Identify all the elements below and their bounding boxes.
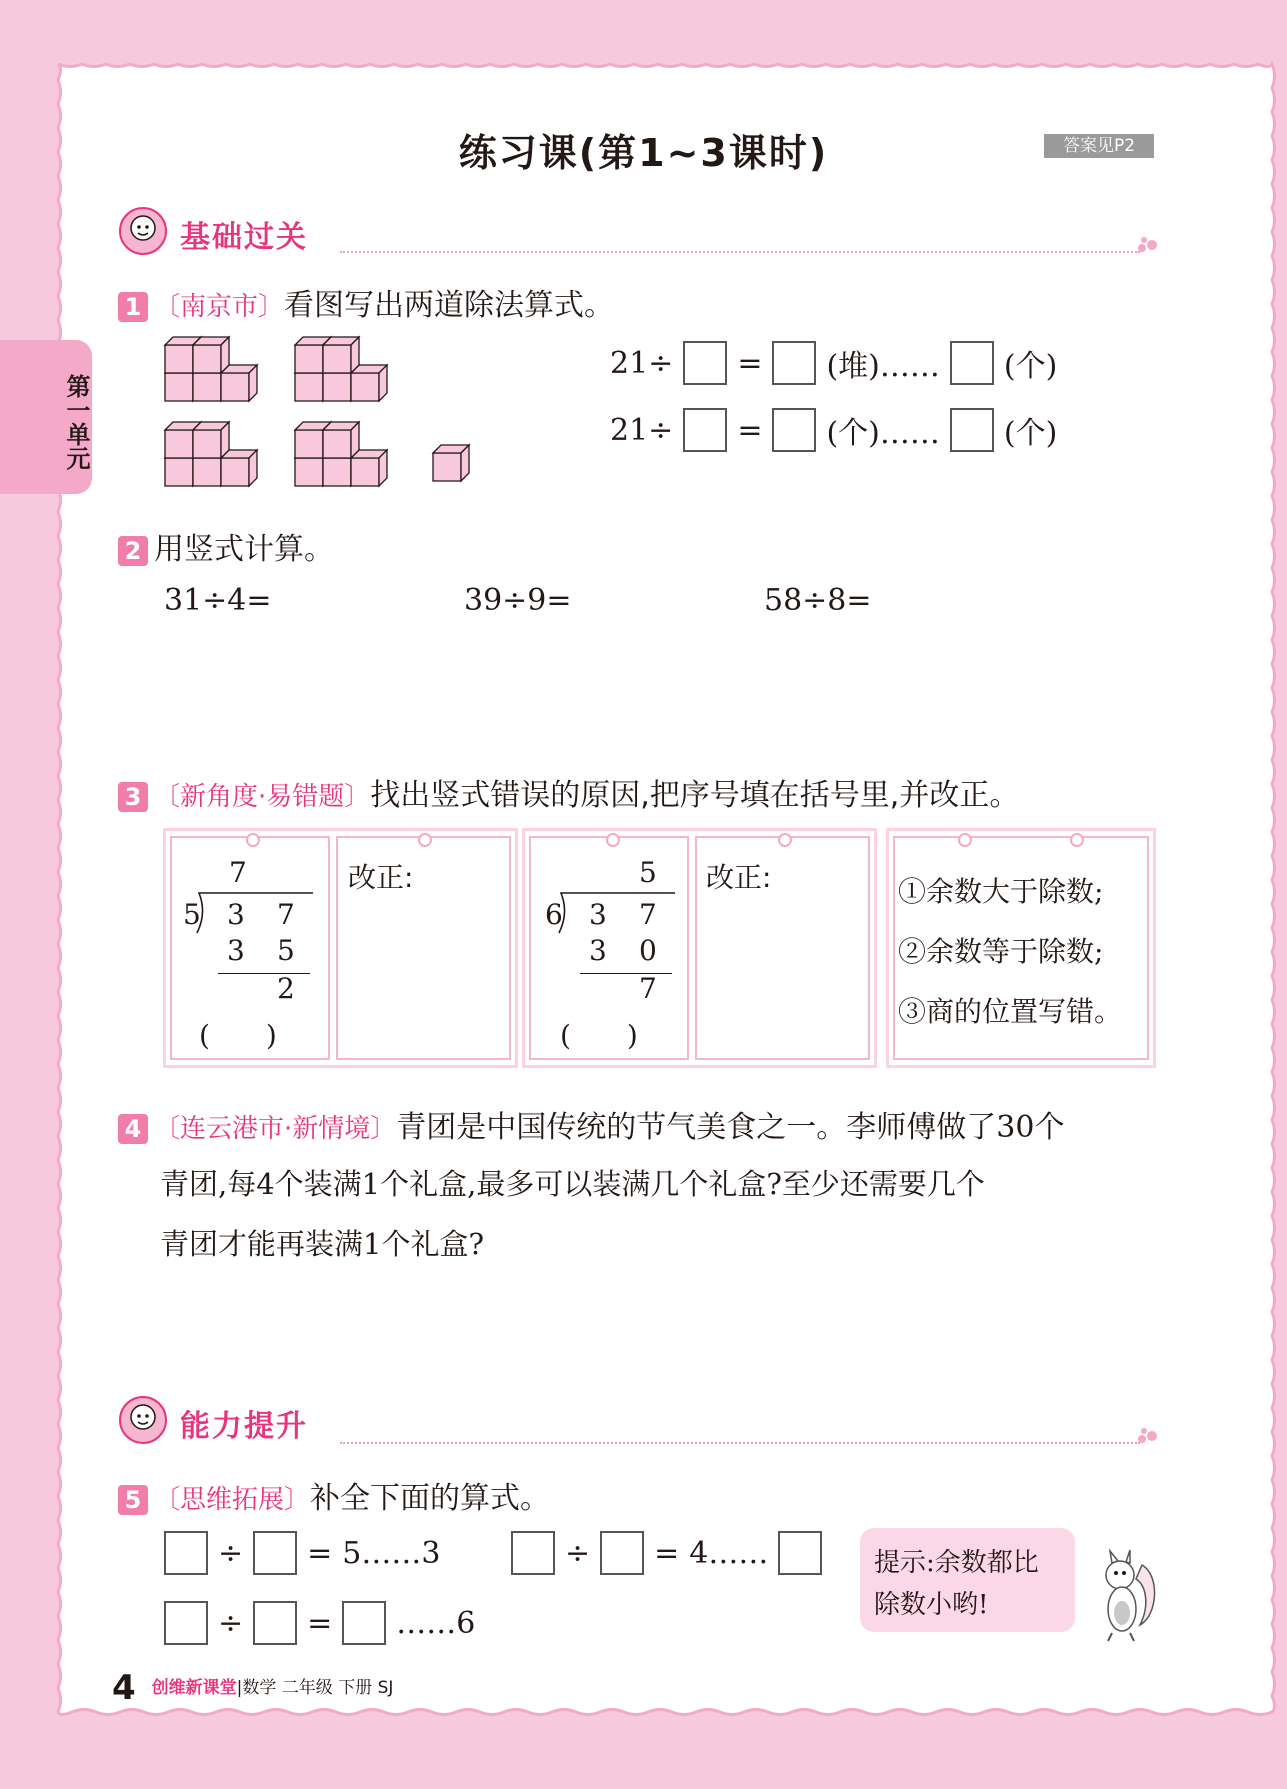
q5-equation-1 xyxy=(164,1531,440,1575)
product-digit: 5 xyxy=(277,934,295,967)
answer-box[interactable] xyxy=(600,1531,644,1575)
result-text: ……6 xyxy=(396,1605,476,1641)
answer-box[interactable] xyxy=(164,1601,208,1645)
question-tag: 〔连云港市·新情境〕 xyxy=(154,1114,397,1144)
section-header-basic xyxy=(118,206,348,256)
question-number: 4 xyxy=(118,1114,148,1144)
answer-reference-badge: 答案见P2 xyxy=(1044,134,1154,158)
question-text: 青团,每4个装满1个礼盒,最多可以装满几个礼盒?至少还需要几个 xyxy=(160,1167,985,1201)
question-number: 2 xyxy=(118,536,148,566)
answer-parentheses[interactable]: ( ) xyxy=(560,1019,638,1052)
dividend-digit: 3 xyxy=(589,898,607,931)
option-2: ②余数等于除数; xyxy=(898,935,1104,968)
quotient-digit: 5 xyxy=(639,856,657,889)
answer-box[interactable] xyxy=(778,1531,822,1575)
product-digit: 0 xyxy=(639,934,657,967)
section-title-advance: 能力提升 xyxy=(180,1409,308,1444)
brand-name: 创维新课堂 xyxy=(151,1678,237,1698)
answer-box[interactable] xyxy=(772,408,816,452)
dots-decoration-icon xyxy=(1134,236,1164,256)
hint-bubble xyxy=(860,1528,1075,1632)
question-text: 青团才能再装满1个礼盒? xyxy=(160,1227,484,1261)
answer-box[interactable] xyxy=(772,341,816,385)
cube xyxy=(351,450,387,486)
answer-box[interactable] xyxy=(164,1531,208,1575)
correction-label: 改正: xyxy=(348,861,414,894)
pin-icon xyxy=(1070,833,1084,847)
q2-item: 58÷8= xyxy=(764,583,872,618)
divisor-digit: 6 xyxy=(545,898,563,931)
remainder-digit: 7 xyxy=(639,972,657,1005)
page-number: 4 xyxy=(112,1668,136,1708)
answer-box[interactable] xyxy=(342,1601,386,1645)
pin-icon xyxy=(606,833,620,847)
unit-text: (个) xyxy=(1003,416,1058,451)
question-4 xyxy=(118,1102,1064,1146)
cube xyxy=(221,450,257,486)
dividend-digit: 3 xyxy=(227,898,245,931)
product-digit: 3 xyxy=(227,934,245,967)
question-number: 3 xyxy=(118,782,148,812)
hint-text: 提示:余数都比 xyxy=(874,1548,1039,1578)
question-text: 补全下面的算式。 xyxy=(310,1481,551,1516)
question-number: 5 xyxy=(118,1485,148,1515)
question-text: 看图写出两道除法算式。 xyxy=(284,288,615,323)
question-text: 用竖式计算。 xyxy=(154,532,334,567)
equals-sign: = xyxy=(307,1535,333,1571)
page-footer xyxy=(112,1668,393,1708)
cube xyxy=(323,422,359,458)
section-divider xyxy=(340,1442,1140,1444)
answer-box[interactable] xyxy=(253,1531,297,1575)
subtraction-line xyxy=(580,973,672,974)
divide-sign: ÷ xyxy=(218,1605,244,1641)
subtraction-line xyxy=(218,973,310,974)
cube xyxy=(323,337,359,373)
cube-groups-figure xyxy=(160,330,480,500)
product-digit: 3 xyxy=(589,934,607,967)
question-5 xyxy=(118,1473,550,1517)
q1-equation-1 xyxy=(610,341,1057,385)
question-text: 找出竖式错误的原因,把序号填在括号里,并改正。 xyxy=(370,778,1020,813)
pin-icon xyxy=(246,833,260,847)
answer-box[interactable] xyxy=(950,341,994,385)
question-tag: 〔思维拓展〕 xyxy=(154,1485,311,1515)
footer-info: |数学 二年级 下册 SJ xyxy=(236,1678,394,1698)
option-3: ③商的位置写错。 xyxy=(898,995,1123,1028)
answer-box[interactable] xyxy=(950,408,994,452)
answer-box[interactable] xyxy=(683,408,727,452)
remainder-digit: 2 xyxy=(277,972,295,1005)
mascot-icon xyxy=(118,1395,168,1445)
unit-side-tab xyxy=(0,340,92,494)
question-3 xyxy=(118,770,1019,814)
divide-sign: ÷ xyxy=(565,1535,591,1571)
dividend-digit: 7 xyxy=(639,898,657,931)
answer-box[interactable] xyxy=(511,1531,555,1575)
dividend-text: 21÷ xyxy=(610,412,674,448)
question-number: 1 xyxy=(118,292,148,322)
cube xyxy=(193,422,229,458)
question-1 xyxy=(118,280,614,324)
pin-icon xyxy=(418,833,432,847)
q2-item: 31÷4= xyxy=(164,583,272,618)
quotient-digit: 7 xyxy=(229,856,247,889)
section-title-basic: 基础过关 xyxy=(180,220,308,255)
q2-item: 39÷9= xyxy=(464,583,572,618)
dividend-digit: 7 xyxy=(277,898,295,931)
pin-icon xyxy=(778,833,792,847)
q1-equation-2 xyxy=(610,408,1057,452)
page-title: 练习课(第1~3课时) xyxy=(458,131,829,175)
answer-box[interactable] xyxy=(253,1601,297,1645)
answer-parentheses[interactable]: ( ) xyxy=(199,1019,277,1052)
cube xyxy=(351,365,387,401)
question-tag: 〔新角度·易错题〕 xyxy=(154,782,371,812)
equals-sign: = xyxy=(654,1535,680,1571)
question-text: 青团是中国传统的节气美食之一。李师傅做了30个 xyxy=(396,1110,1065,1145)
dots-decoration-icon xyxy=(1134,1427,1164,1447)
cube xyxy=(433,445,469,481)
answer-box[interactable] xyxy=(683,341,727,385)
equals-sign: = xyxy=(307,1605,333,1641)
squirrel-mascot-icon xyxy=(1090,1545,1160,1645)
q5-equation-2 xyxy=(511,1531,822,1575)
hint-text: 除数小哟! xyxy=(874,1590,989,1620)
unit-text: (个)…… xyxy=(826,416,940,451)
unit-tab-label: 第一单元 xyxy=(62,374,90,470)
divide-sign: ÷ xyxy=(218,1535,244,1571)
result-text: 4…… xyxy=(689,1535,769,1571)
dividend-text: 21÷ xyxy=(610,345,674,381)
correction-label: 改正: xyxy=(706,861,772,894)
equals-sign: = xyxy=(737,412,763,448)
divisor-digit: 5 xyxy=(183,898,201,931)
result-text: 5……3 xyxy=(342,1535,441,1571)
section-header-advance xyxy=(118,1395,348,1445)
equals-sign: = xyxy=(737,345,763,381)
q5-equation-3 xyxy=(164,1601,475,1645)
mascot-icon xyxy=(118,206,168,256)
cube xyxy=(193,337,229,373)
pin-icon xyxy=(958,833,972,847)
cube xyxy=(221,365,257,401)
option-1: ①余数大于除数; xyxy=(898,875,1104,908)
division-bracket xyxy=(195,891,315,935)
unit-text: (堆)…… xyxy=(826,349,940,384)
question-tag: 〔南京市〕 xyxy=(154,292,285,322)
unit-text: (个) xyxy=(1003,349,1058,384)
section-divider xyxy=(340,251,1140,253)
division-bracket xyxy=(557,891,677,935)
question-2 xyxy=(118,524,334,568)
